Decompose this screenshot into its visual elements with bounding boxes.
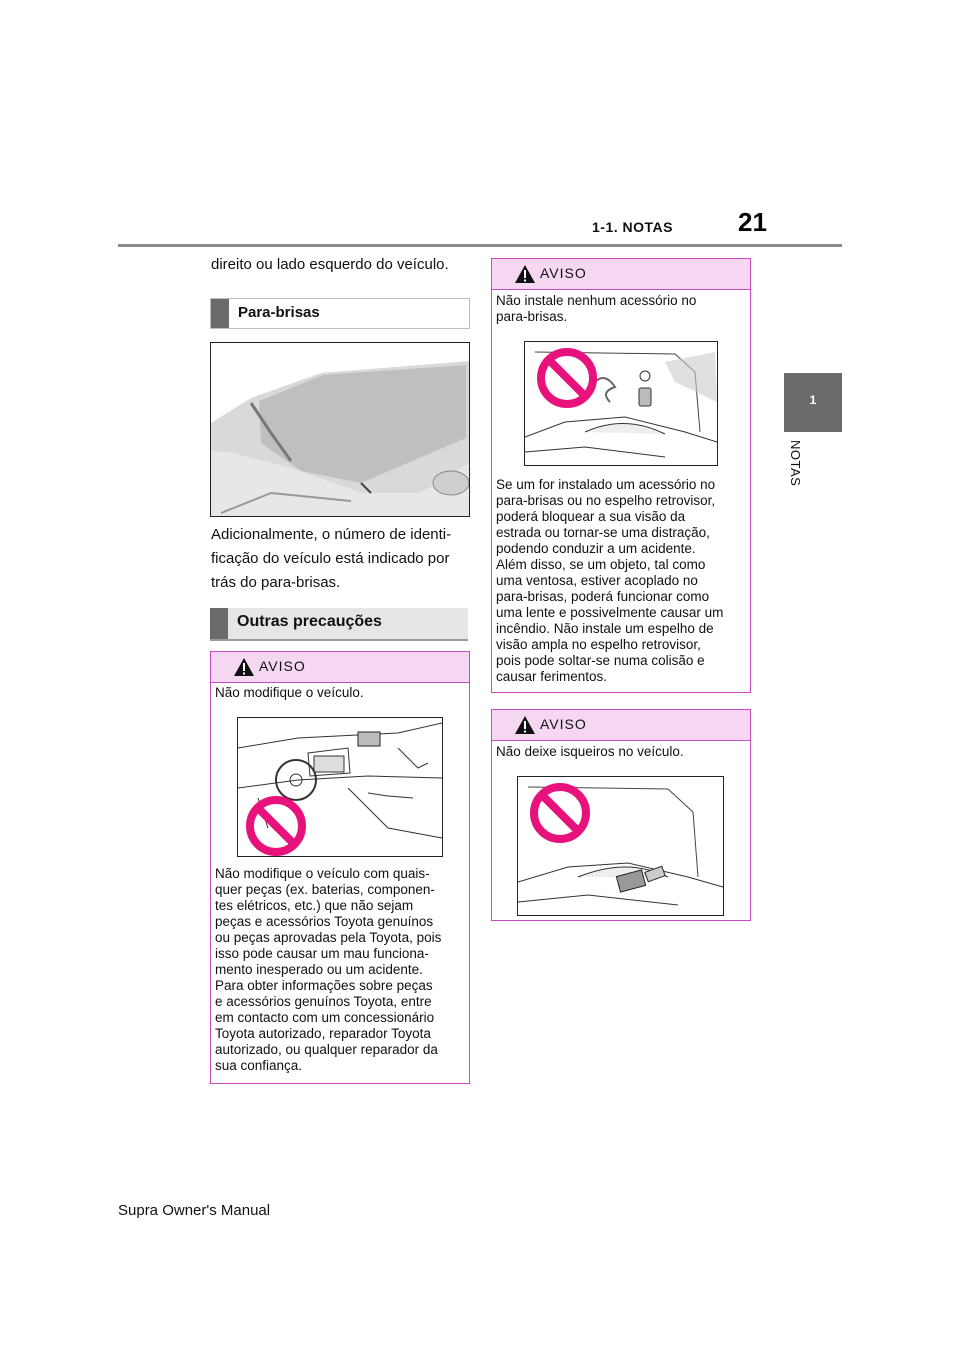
warning3-first-line: Não deixe isqueiros no veículo.	[496, 744, 684, 759]
chapter-tab[interactable]	[784, 373, 842, 432]
warning2-first-line-0: Não instale nenhum acessório no	[496, 293, 697, 308]
warning1-line-2: tes elétricos, etc.) que não sejam	[215, 898, 414, 913]
warning-triangle-icon	[514, 264, 536, 284]
warning2-line-6: uma ventosa, estiver acoplado no	[496, 573, 698, 588]
warning-title: AVISO	[540, 716, 587, 732]
interior-illustration	[238, 718, 442, 856]
chapter-label-text: NOTAS	[788, 440, 803, 487]
warning-box-accessory	[491, 258, 751, 693]
warning2-line-9: incêndio. Não instale um espelho de	[496, 621, 714, 636]
warning1-line-6: mento inesperado ou um acidente.	[215, 962, 423, 977]
warning-title: AVISO	[540, 265, 587, 281]
warning2-line-3: estrada ou tornar-se uma distração,	[496, 525, 710, 540]
vin-paragraph-1: Adicionalmente, o número de identi-	[211, 526, 452, 543]
warning-triangle-icon	[514, 715, 536, 735]
warning2-first-line-1: para-brisas.	[496, 309, 568, 324]
windshield-figure	[210, 342, 470, 517]
warning1-line-10: Toyota autorizado, reparador Toyota	[215, 1026, 431, 1041]
windshield-heading-label: Para-brisas	[238, 304, 320, 321]
windshield-accessory-illustration	[525, 342, 717, 465]
warning1-line-9: em contacto com um concessionário	[215, 1010, 435, 1025]
warning-header	[492, 710, 750, 741]
warning1-line-5: isso pode causar um mau funciona-	[215, 946, 429, 961]
lighter-illustration	[518, 777, 723, 915]
windshield-illustration	[211, 343, 469, 516]
warning-triangle-icon	[233, 657, 255, 677]
warning1-line-3: peças e acessórios Toyota genuínos	[215, 914, 434, 929]
windshield-accessory-figure	[524, 341, 718, 466]
warning2-line-8: uma lente e possivelmente causar um	[496, 605, 724, 620]
warning-header	[211, 652, 469, 683]
vin-paragraph-2: ficação do veículo está indicado por	[211, 550, 450, 567]
warning1-line-8: e acessórios genuínos Toyota, entre	[215, 994, 432, 1009]
warning-header	[492, 259, 750, 290]
chapter-label	[781, 440, 811, 520]
heading-bar	[210, 608, 228, 639]
intro-text: direito ou lado esquerdo do veículo.	[211, 256, 449, 273]
warning2-line-7: para-brisas, poderá funcionar como	[496, 589, 710, 604]
warning2-line-10: visão ampla no espelho retrovisor,	[496, 637, 701, 652]
lighter-figure	[517, 776, 724, 916]
chapter-tab-number: 1	[809, 393, 817, 407]
interior-figure	[237, 717, 443, 857]
other-precautions-heading	[210, 608, 468, 641]
warning1-line-0: Não modifique o veículo com quais-	[215, 866, 430, 881]
warning1-line-7: Para obter informações sobre peças	[215, 978, 433, 993]
vin-paragraph-3: trás do para-brisas.	[211, 574, 341, 591]
warning-title: AVISO	[259, 658, 306, 674]
other-precautions-label: Outras precauções	[237, 613, 382, 630]
warning2-line-1: para-brisas ou no espelho retrovisor,	[496, 493, 716, 508]
warning1-line-11: autorizado, ou qualquer reparador da	[215, 1042, 438, 1057]
warning-box-lighter	[491, 709, 751, 921]
warning-box-modify	[210, 651, 470, 1084]
warning1-line-12: sua confiança.	[215, 1058, 303, 1073]
windshield-heading	[210, 298, 470, 329]
warning2-line-5: Além disso, se um objeto, tal como	[496, 557, 706, 572]
heading-bar	[211, 299, 229, 328]
warning2-line-11: pois pode soltar-se numa colisão e	[496, 653, 705, 668]
warning2-line-2: poderá bloquear a sua visão da	[496, 509, 686, 524]
footer-manual-title: Supra Owner's Manual	[118, 1202, 271, 1219]
section-heading: 1-1. NOTAS	[592, 219, 673, 235]
page-number: 21	[738, 207, 767, 237]
header-rule	[118, 244, 842, 247]
warning-first-line: Não modifique o veículo.	[215, 685, 364, 700]
warning1-line-4: ou peças aprovadas pela Toyota, pois	[215, 930, 442, 945]
warning2-line-0: Se um for instalado um acessório no	[496, 477, 716, 492]
warning1-line-1: quer peças (ex. baterias, componen-	[215, 882, 435, 897]
warning2-line-4: podendo conduzir a um acidente.	[496, 541, 696, 556]
warning2-line-12: causar ferimentos.	[496, 669, 608, 684]
